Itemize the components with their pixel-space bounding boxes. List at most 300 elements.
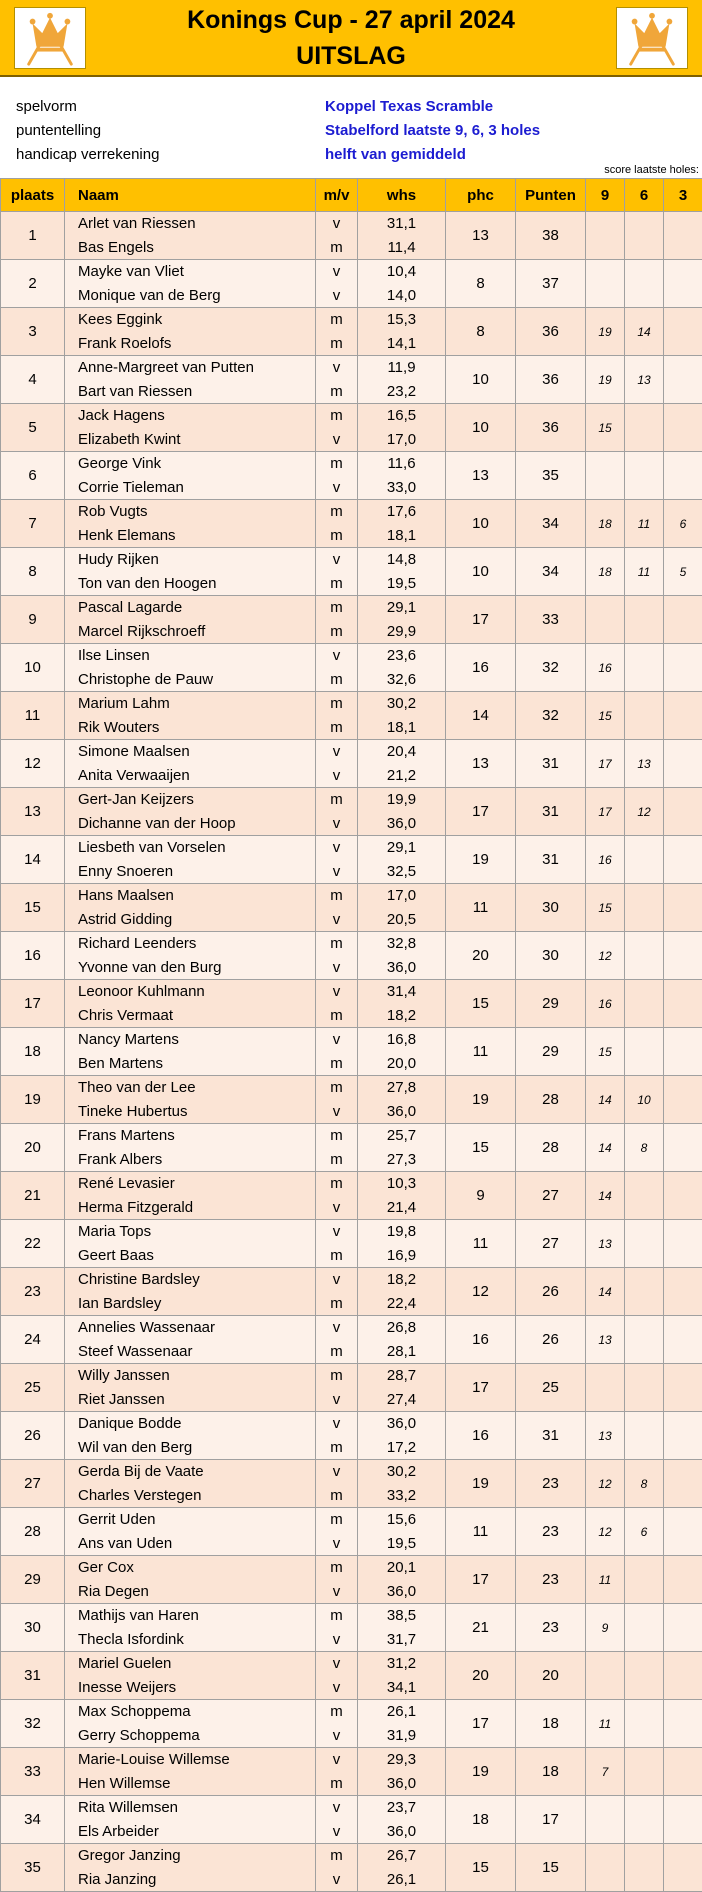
phc-cell: 13 <box>446 740 516 788</box>
player-whs: 36,0 <box>358 1412 446 1436</box>
player-name: Max Schoppema <box>65 1700 316 1724</box>
player-gender: m <box>316 572 358 596</box>
phc-cell: 17 <box>446 1364 516 1412</box>
player-whs: 14,0 <box>358 284 446 308</box>
player-gender: m <box>316 596 358 620</box>
score-6-cell <box>625 1652 664 1700</box>
player-whs: 27,8 <box>358 1076 446 1100</box>
phc-cell: 20 <box>446 932 516 980</box>
player-whs: 10,3 <box>358 1172 446 1196</box>
player-name: Ria Degen <box>65 1580 316 1604</box>
player-gender: v <box>316 356 358 380</box>
score-6-cell <box>625 596 664 644</box>
player-gender: m <box>316 1484 358 1508</box>
table-row <box>1 1652 702 1676</box>
score-3-cell <box>664 1508 702 1556</box>
score-6-cell <box>625 644 664 692</box>
score-3-cell <box>664 1652 702 1700</box>
player-whs: 23,7 <box>358 1796 446 1820</box>
col-header-score-3: 3 <box>664 179 702 212</box>
player-gender: m <box>316 1508 358 1532</box>
player-name: Herma Fitzgerald <box>65 1196 316 1220</box>
plaats-cell: 5 <box>1 404 65 452</box>
player-name: Hudy Rijken <box>65 548 316 572</box>
plaats-cell: 20 <box>1 1124 65 1172</box>
phc-cell: 19 <box>446 836 516 884</box>
score-3-cell <box>664 1556 702 1604</box>
table-row <box>1 1796 702 1820</box>
player-name: Marcel Rijkschroeff <box>65 620 316 644</box>
player-name: Maria Tops <box>65 1220 316 1244</box>
col-header-mv: m/v <box>316 179 358 212</box>
table-row <box>1 932 702 956</box>
player-name: Geert Baas <box>65 1244 316 1268</box>
player-gender: v <box>316 1532 358 1556</box>
plaats-cell: 10 <box>1 644 65 692</box>
plaats-cell: 29 <box>1 1556 65 1604</box>
score-3-cell <box>664 932 702 980</box>
punten-cell: 27 <box>516 1220 586 1268</box>
player-whs: 11,9 <box>358 356 446 380</box>
score-9-cell: 9 <box>586 1604 625 1652</box>
player-name: Gert-Jan Keijzers <box>65 788 316 812</box>
player-gender: m <box>316 380 358 404</box>
player-whs: 30,2 <box>358 692 446 716</box>
punten-cell: 25 <box>516 1364 586 1412</box>
player-name: Willy Janssen <box>65 1364 316 1388</box>
punten-cell: 32 <box>516 692 586 740</box>
player-whs: 10,4 <box>358 260 446 284</box>
player-whs: 29,1 <box>358 836 446 860</box>
plaats-cell: 2 <box>1 260 65 308</box>
player-whs: 20,5 <box>358 908 446 932</box>
punten-cell: 23 <box>516 1604 586 1652</box>
punten-cell: 23 <box>516 1460 586 1508</box>
player-name: Yvonne van den Burg <box>65 956 316 980</box>
player-name: Gerrit Uden <box>65 1508 316 1532</box>
score-9-cell: 15 <box>586 692 625 740</box>
score-9-cell: 14 <box>586 1268 625 1316</box>
table-row <box>1 260 702 284</box>
player-name: Chris Vermaat <box>65 1004 316 1028</box>
plaats-cell: 33 <box>1 1748 65 1796</box>
player-gender: m <box>316 1364 358 1388</box>
player-gender: v <box>316 1268 358 1292</box>
plaats-cell: 17 <box>1 980 65 1028</box>
phc-cell: 15 <box>446 1844 516 1892</box>
phc-cell: 15 <box>446 980 516 1028</box>
player-gender: m <box>316 1700 358 1724</box>
player-whs: 31,2 <box>358 1652 446 1676</box>
phc-cell: 13 <box>446 212 516 260</box>
player-whs: 16,8 <box>358 1028 446 1052</box>
player-whs: 31,9 <box>358 1724 446 1748</box>
punten-cell: 37 <box>516 260 586 308</box>
player-gender: m <box>316 716 358 740</box>
phc-cell: 17 <box>446 788 516 836</box>
punten-cell: 26 <box>516 1268 586 1316</box>
score-9-cell: 13 <box>586 1316 625 1364</box>
player-name: Simone Maalsen <box>65 740 316 764</box>
page-subtitle: UITSLAG <box>0 42 702 71</box>
player-name: Els Arbeider <box>65 1820 316 1844</box>
score-9-cell: 14 <box>586 1076 625 1124</box>
player-whs: 17,0 <box>358 428 446 452</box>
player-gender: v <box>316 1724 358 1748</box>
player-name: Ger Cox <box>65 1556 316 1580</box>
score-6-cell <box>625 1796 664 1844</box>
score-6-cell <box>625 1028 664 1076</box>
phc-cell: 19 <box>446 1076 516 1124</box>
phc-cell: 10 <box>446 404 516 452</box>
player-gender: v <box>316 956 358 980</box>
score-9-cell: 17 <box>586 788 625 836</box>
player-whs: 29,9 <box>358 620 446 644</box>
plaats-cell: 32 <box>1 1700 65 1748</box>
score-9-cell <box>586 452 625 500</box>
player-gender: v <box>316 1196 358 1220</box>
player-whs: 17,6 <box>358 500 446 524</box>
col-header-whs: whs <box>358 179 446 212</box>
phc-cell: 17 <box>446 1556 516 1604</box>
player-gender: m <box>316 1844 358 1868</box>
table-row <box>1 1604 702 1628</box>
punten-cell: 31 <box>516 788 586 836</box>
player-name: Tineke Hubertus <box>65 1100 316 1124</box>
player-name: Gerry Schoppema <box>65 1724 316 1748</box>
player-name: Ans van Uden <box>65 1532 316 1556</box>
player-name: Mathijs van Haren <box>65 1604 316 1628</box>
player-name: Corrie Tieleman <box>65 476 316 500</box>
table-row <box>1 548 702 572</box>
phc-cell: 18 <box>446 1796 516 1844</box>
score-6-cell: 11 <box>625 548 664 596</box>
player-gender: v <box>316 1028 358 1052</box>
punten-cell: 18 <box>516 1700 586 1748</box>
score-3-cell <box>664 1076 702 1124</box>
table-row <box>1 1124 702 1148</box>
score-3-cell <box>664 740 702 788</box>
player-gender: v <box>316 644 358 668</box>
player-name: Frank Albers <box>65 1148 316 1172</box>
score-3-cell <box>664 356 702 404</box>
player-name: Monique van de Berg <box>65 284 316 308</box>
table-row <box>1 644 702 668</box>
player-whs: 22,4 <box>358 1292 446 1316</box>
player-whs: 29,3 <box>358 1748 446 1772</box>
page-title: Konings Cup - 27 april 2024 <box>0 6 702 35</box>
plaats-cell: 26 <box>1 1412 65 1460</box>
player-name: Wil van den Berg <box>65 1436 316 1460</box>
col-header-plaats: plaats <box>1 179 65 212</box>
score-3-cell <box>664 788 702 836</box>
punten-cell: 31 <box>516 1412 586 1460</box>
score-6-cell <box>625 836 664 884</box>
plaats-cell: 25 <box>1 1364 65 1412</box>
score-3-cell <box>664 1364 702 1412</box>
score-3-cell <box>664 1844 702 1892</box>
plaats-cell: 23 <box>1 1268 65 1316</box>
results-table <box>0 178 702 1892</box>
player-name: Annelies Wassenaar <box>65 1316 316 1340</box>
punten-cell: 28 <box>516 1124 586 1172</box>
score-9-cell: 19 <box>586 308 625 356</box>
score-3-cell: 6 <box>664 500 702 548</box>
plaats-cell: 6 <box>1 452 65 500</box>
player-whs: 26,1 <box>358 1700 446 1724</box>
player-name: Marie-Louise Willemse <box>65 1748 316 1772</box>
score-9-cell <box>586 1652 625 1700</box>
phc-cell: 19 <box>446 1460 516 1508</box>
player-gender: m <box>316 1244 358 1268</box>
table-row <box>1 980 702 1004</box>
punten-cell: 36 <box>516 308 586 356</box>
phc-cell: 10 <box>446 500 516 548</box>
player-gender: m <box>316 1292 358 1316</box>
player-name: Arlet van Riessen <box>65 212 316 236</box>
plaats-cell: 28 <box>1 1508 65 1556</box>
player-whs: 30,2 <box>358 1460 446 1484</box>
player-whs: 17,0 <box>358 884 446 908</box>
plaats-cell: 27 <box>1 1460 65 1508</box>
player-gender: v <box>316 548 358 572</box>
player-name: Liesbeth van Vorselen <box>65 836 316 860</box>
player-gender: m <box>316 524 358 548</box>
score-3-cell <box>664 404 702 452</box>
player-whs: 14,8 <box>358 548 446 572</box>
score-6-cell <box>625 1220 664 1268</box>
score-9-cell: 7 <box>586 1748 625 1796</box>
plaats-cell: 11 <box>1 692 65 740</box>
plaats-cell: 30 <box>1 1604 65 1652</box>
player-gender: m <box>316 404 358 428</box>
player-gender: m <box>316 1340 358 1364</box>
player-name: Astrid Gidding <box>65 908 316 932</box>
phc-cell: 17 <box>446 596 516 644</box>
table-row <box>1 1268 702 1292</box>
score-3-cell <box>664 452 702 500</box>
score-6-cell <box>625 404 664 452</box>
player-whs: 19,8 <box>358 1220 446 1244</box>
player-whs: 32,8 <box>358 932 446 956</box>
player-gender: m <box>316 1556 358 1580</box>
score-6-cell: 11 <box>625 500 664 548</box>
plaats-cell: 14 <box>1 836 65 884</box>
player-whs: 17,2 <box>358 1436 446 1460</box>
phc-cell: 11 <box>446 884 516 932</box>
score-3-cell <box>664 1604 702 1652</box>
player-gender: v <box>316 1748 358 1772</box>
score-3-cell <box>664 692 702 740</box>
punten-cell: 31 <box>516 740 586 788</box>
score-6-cell <box>625 1604 664 1652</box>
punten-cell: 20 <box>516 1652 586 1700</box>
player-whs: 20,1 <box>358 1556 446 1580</box>
phc-cell: 21 <box>446 1604 516 1652</box>
plaats-cell: 35 <box>1 1844 65 1892</box>
score-9-cell: 11 <box>586 1556 625 1604</box>
score-3-cell <box>664 308 702 356</box>
phc-cell: 8 <box>446 308 516 356</box>
info-panel <box>0 77 702 178</box>
player-whs: 15,3 <box>358 308 446 332</box>
col-header-naam: Naam <box>65 179 316 212</box>
score-9-cell: 16 <box>586 644 625 692</box>
player-gender: v <box>316 1796 358 1820</box>
player-gender: m <box>316 1004 358 1028</box>
table-row <box>1 356 702 380</box>
player-gender: m <box>316 932 358 956</box>
phc-cell: 11 <box>446 1220 516 1268</box>
player-gender: m <box>316 236 358 260</box>
plaats-cell: 22 <box>1 1220 65 1268</box>
score-3-cell <box>664 980 702 1028</box>
table-row <box>1 500 702 524</box>
player-whs: 21,2 <box>358 764 446 788</box>
score-note: score laatste holes: <box>604 164 699 176</box>
plaats-cell: 9 <box>1 596 65 644</box>
score-6-cell <box>625 980 664 1028</box>
plaats-cell: 16 <box>1 932 65 980</box>
player-gender: m <box>316 884 358 908</box>
score-6-cell <box>625 1412 664 1460</box>
table-row <box>1 692 702 716</box>
punten-cell: 18 <box>516 1748 586 1796</box>
punten-cell: 38 <box>516 212 586 260</box>
score-9-cell: 11 <box>586 1700 625 1748</box>
player-whs: 28,7 <box>358 1364 446 1388</box>
score-3-cell <box>664 596 702 644</box>
player-whs: 32,6 <box>358 668 446 692</box>
player-gender: v <box>316 212 358 236</box>
player-whs: 18,1 <box>358 716 446 740</box>
player-whs: 21,4 <box>358 1196 446 1220</box>
player-whs: 11,6 <box>358 452 446 476</box>
player-name: George Vink <box>65 452 316 476</box>
plaats-cell: 24 <box>1 1316 65 1364</box>
table-row <box>1 884 702 908</box>
score-9-cell <box>586 596 625 644</box>
punten-cell: 29 <box>516 980 586 1028</box>
player-name: Danique Bodde <box>65 1412 316 1436</box>
player-whs: 33,0 <box>358 476 446 500</box>
score-3-cell <box>664 836 702 884</box>
phc-cell: 9 <box>446 1172 516 1220</box>
player-name: Rita Willemsen <box>65 1796 316 1820</box>
player-gender: v <box>316 1220 358 1244</box>
player-gender: v <box>316 740 358 764</box>
phc-cell: 11 <box>446 1028 516 1076</box>
player-name: Gregor Janzing <box>65 1844 316 1868</box>
spelvorm-value: Koppel Texas Scramble <box>325 98 493 115</box>
player-name: Anita Verwaaijen <box>65 764 316 788</box>
score-6-cell: 12 <box>625 788 664 836</box>
player-gender: v <box>316 980 358 1004</box>
score-6-cell: 14 <box>625 308 664 356</box>
score-6-cell: 8 <box>625 1460 664 1508</box>
punten-cell: 31 <box>516 836 586 884</box>
player-gender: v <box>316 860 358 884</box>
player-name: Bas Engels <box>65 236 316 260</box>
phc-cell: 8 <box>446 260 516 308</box>
player-gender: v <box>316 476 358 500</box>
score-3-cell <box>664 1268 702 1316</box>
plaats-cell: 31 <box>1 1652 65 1700</box>
player-name: Ben Martens <box>65 1052 316 1076</box>
player-gender: v <box>316 812 358 836</box>
player-name: Riet Janssen <box>65 1388 316 1412</box>
phc-cell: 20 <box>446 1652 516 1700</box>
table-row <box>1 1220 702 1244</box>
score-3-cell <box>664 1028 702 1076</box>
plaats-cell: 19 <box>1 1076 65 1124</box>
player-name: Enny Snoeren <box>65 860 316 884</box>
player-whs: 38,5 <box>358 1604 446 1628</box>
plaats-cell: 1 <box>1 212 65 260</box>
player-whs: 26,7 <box>358 1844 446 1868</box>
punten-cell: 32 <box>516 644 586 692</box>
player-whs: 36,0 <box>358 956 446 980</box>
score-6-cell <box>625 1316 664 1364</box>
player-gender: v <box>316 1388 358 1412</box>
punten-cell: 30 <box>516 932 586 980</box>
player-whs: 36,0 <box>358 1820 446 1844</box>
phc-cell: 10 <box>446 548 516 596</box>
player-gender: v <box>316 1100 358 1124</box>
score-6-cell <box>625 1364 664 1412</box>
player-name: Inesse Weijers <box>65 1676 316 1700</box>
player-gender: v <box>316 1460 358 1484</box>
score-9-cell <box>586 1364 625 1412</box>
player-gender: v <box>316 428 358 452</box>
score-9-cell <box>586 212 625 260</box>
player-name: Steef Wassenaar <box>65 1340 316 1364</box>
score-6-cell <box>625 260 664 308</box>
player-name: Dichanne van der Hoop <box>65 812 316 836</box>
player-gender: m <box>316 1052 358 1076</box>
table-row <box>1 740 702 764</box>
score-9-cell: 12 <box>586 1508 625 1556</box>
player-whs: 27,3 <box>358 1148 446 1172</box>
punten-cell: 26 <box>516 1316 586 1364</box>
table-header-row <box>1 179 702 212</box>
score-6-cell: 13 <box>625 740 664 788</box>
table-row <box>1 1364 702 1388</box>
player-whs: 26,8 <box>358 1316 446 1340</box>
player-whs: 31,7 <box>358 1628 446 1652</box>
player-name: Henk Elemans <box>65 524 316 548</box>
player-whs: 18,2 <box>358 1268 446 1292</box>
score-6-cell <box>625 692 664 740</box>
punten-cell: 29 <box>516 1028 586 1076</box>
plaats-cell: 34 <box>1 1796 65 1844</box>
punten-cell: 34 <box>516 500 586 548</box>
table-row <box>1 1460 702 1484</box>
plaats-cell: 15 <box>1 884 65 932</box>
phc-cell: 10 <box>446 356 516 404</box>
punten-cell: 15 <box>516 1844 586 1892</box>
score-9-cell: 16 <box>586 980 625 1028</box>
col-header-score-9: 9 <box>586 179 625 212</box>
plaats-cell: 18 <box>1 1028 65 1076</box>
plaats-cell: 21 <box>1 1172 65 1220</box>
punten-cell: 36 <box>516 404 586 452</box>
score-6-cell: 10 <box>625 1076 664 1124</box>
player-name: Hen Willemse <box>65 1772 316 1796</box>
player-whs: 27,4 <box>358 1388 446 1412</box>
score-9-cell: 14 <box>586 1172 625 1220</box>
score-9-cell: 12 <box>586 1460 625 1508</box>
